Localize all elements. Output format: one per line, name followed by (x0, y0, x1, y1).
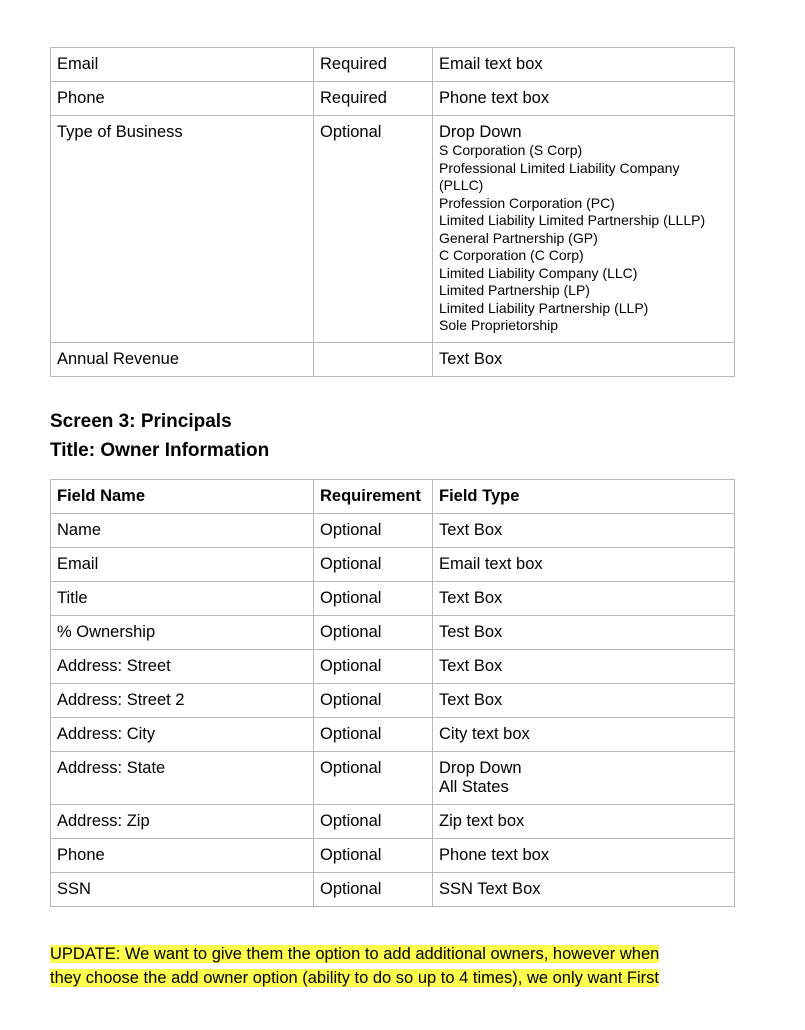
table-row (51, 718, 735, 752)
requirement-cell: Optional (314, 548, 433, 582)
requirement-cell: Required (314, 48, 433, 82)
dropdown-options-list (439, 142, 728, 335)
field-name-cell: Email (51, 548, 314, 582)
field-type-cell: City text box (433, 718, 735, 752)
table-row (51, 116, 735, 343)
field-name-cell: Address: City (51, 718, 314, 752)
field-name-cell: Email (51, 48, 314, 82)
table-row (51, 342, 735, 376)
field-type-cell: Test Box (433, 616, 735, 650)
list-item: (PLLC) (439, 177, 484, 193)
field-type-label: Drop Down (439, 123, 522, 141)
requirement-cell: Optional (314, 514, 433, 548)
section-title: Title: Owner Information (50, 440, 270, 461)
field-type-cell: Text Box (433, 650, 735, 684)
requirement-cell: Optional (314, 873, 433, 907)
requirement-cell: Optional (314, 616, 433, 650)
field-type-cell (433, 116, 735, 343)
field-type-cell: Text Box (433, 582, 735, 616)
requirement-cell: Optional (314, 752, 433, 805)
table-row (51, 752, 735, 805)
update-note-line: UPDATE: We want to give them the option to add additional owners, however when (50, 945, 660, 963)
requirement-cell: Optional (314, 116, 433, 343)
list-item: Sole Proprietorship (439, 317, 559, 333)
field-name-cell: % Ownership (51, 616, 314, 650)
field-name-cell: Phone (51, 839, 314, 873)
requirement-cell: Optional (314, 582, 433, 616)
column-header-field-name: Field Name (51, 480, 314, 514)
list-item: C Corporation (C Corp) (439, 247, 584, 263)
field-name-cell: Type of Business (51, 116, 314, 343)
field-name-cell: Address: State (51, 752, 314, 805)
requirement-cell: Optional (314, 684, 433, 718)
field-type-cell: Text Box (433, 514, 735, 548)
field-type-cell: SSN Text Box (433, 873, 735, 907)
list-item: Profession Corporation (PC) (439, 194, 615, 211)
owner-fields-table (50, 479, 735, 907)
list-item: Limited Liability Company (LLC) (439, 264, 638, 281)
list-item: Professional Limited Liability Company (439, 159, 680, 176)
list-item: Limited Liability Limited Partnership (LLLP) (439, 212, 706, 228)
field-type-cell: Text Box (433, 684, 735, 718)
update-note-line: they choose the add owner option (ability to do so up to 4 times), we only want First (50, 969, 659, 987)
table-row (51, 873, 735, 907)
field-name-cell: SSN (51, 873, 314, 907)
list-item: General Partnership (GP) (439, 229, 598, 246)
field-name-cell: Title (51, 582, 314, 616)
requirement-cell: Required (314, 82, 433, 116)
list-item: Limited Liability Partnership (LLP) (439, 299, 649, 316)
table-row (51, 650, 735, 684)
field-type-cell (433, 752, 735, 805)
requirement-cell: Optional (314, 650, 433, 684)
table-row (51, 684, 735, 718)
list-item: Limited Partnership (LP) (439, 282, 590, 298)
field-type-detail: All States (439, 778, 509, 796)
table-row (51, 839, 735, 873)
field-name-cell: Address: Zip (51, 805, 314, 839)
field-name-cell: Address: Street (51, 650, 314, 684)
column-header-field-type: Field Type (433, 480, 735, 514)
requirement-cell: Optional (314, 718, 433, 752)
table-row (51, 548, 735, 582)
table-header-row (51, 480, 735, 514)
table-row (51, 48, 735, 82)
field-type-cell: Phone text box (433, 839, 735, 873)
section-heading: Screen 3: Principals (50, 411, 232, 432)
field-name-cell: Phone (51, 82, 314, 116)
field-type-cell: Phone text box (433, 82, 735, 116)
field-type-cell: Email text box (433, 548, 735, 582)
column-header-requirement: Requirement (314, 480, 433, 514)
field-type-cell: Zip text box (433, 805, 735, 839)
business-fields-table (50, 47, 735, 377)
field-type-cell: Email text box (433, 48, 735, 82)
table-row (51, 582, 735, 616)
field-type-label: Drop Down (439, 759, 522, 777)
requirement-cell: Optional (314, 805, 433, 839)
table-row (51, 805, 735, 839)
field-name-cell: Address: Street 2 (51, 684, 314, 718)
field-type-cell: Text Box (433, 342, 735, 376)
requirement-cell (314, 342, 433, 376)
update-note (50, 942, 750, 990)
table-row (51, 82, 735, 116)
requirement-cell: Optional (314, 839, 433, 873)
field-name-cell: Annual Revenue (51, 342, 314, 376)
table-row (51, 616, 735, 650)
table-row (51, 514, 735, 548)
field-name-cell: Name (51, 514, 314, 548)
list-item: S Corporation (S Corp) (439, 142, 583, 158)
